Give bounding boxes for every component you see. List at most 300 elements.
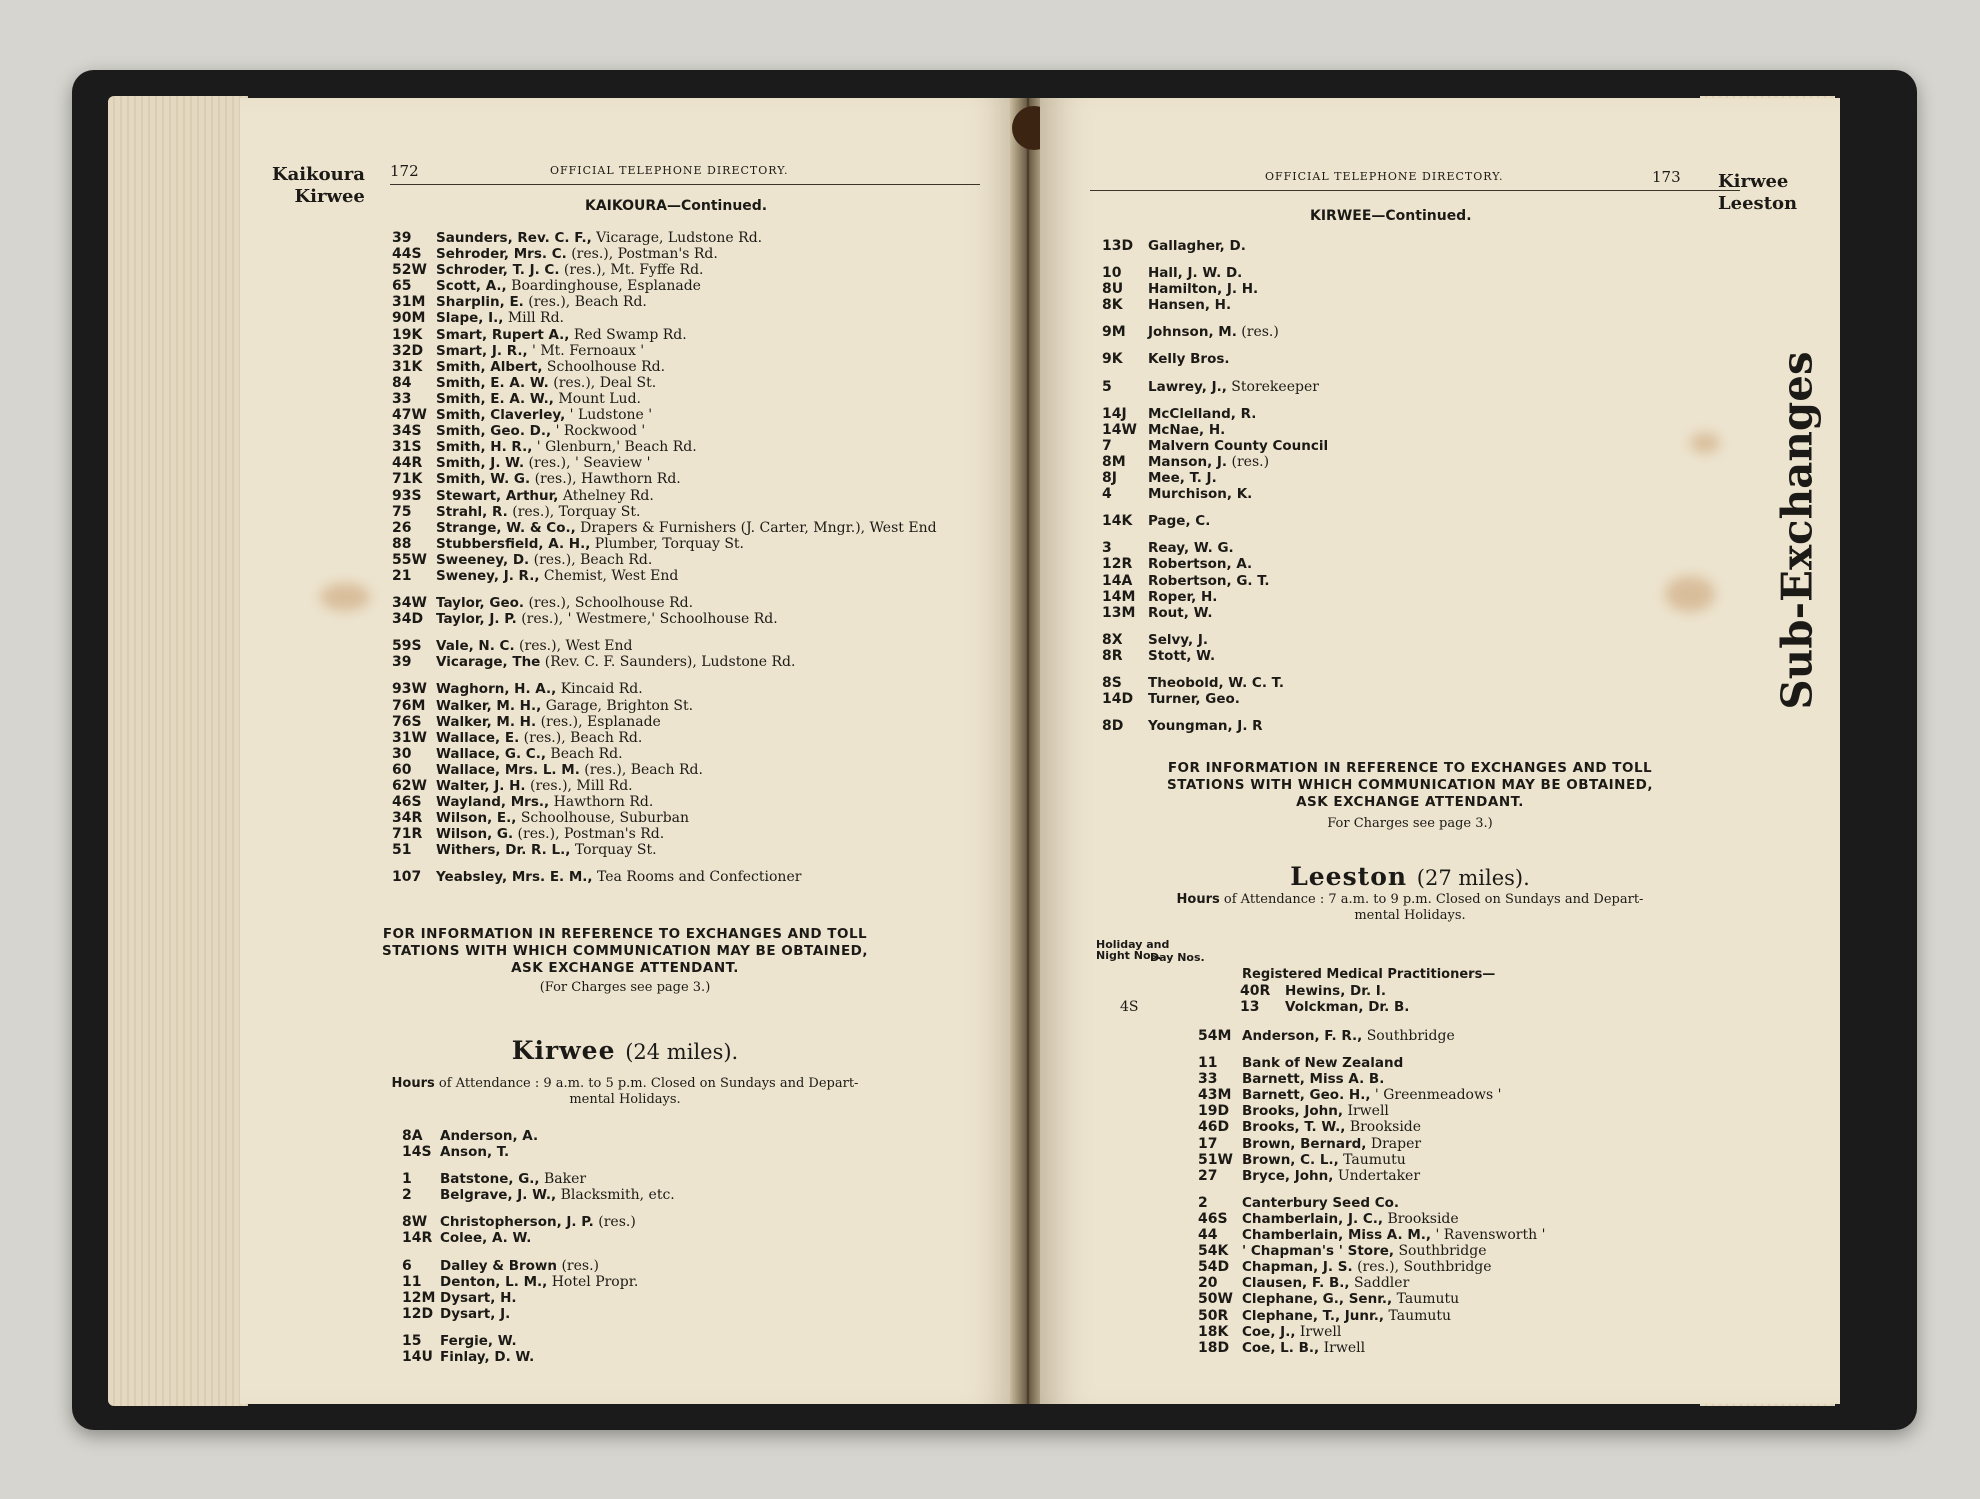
directory-entry xyxy=(392,746,992,762)
phone-number: 10 xyxy=(1102,265,1122,282)
subscriber-text xyxy=(1242,1071,1384,1087)
subscriber-name: Denton, L. M., xyxy=(440,1273,548,1290)
subscriber-text xyxy=(436,611,778,627)
entry-gap xyxy=(1102,502,1522,513)
directory-entry xyxy=(1102,422,1522,438)
subscriber-text xyxy=(440,1258,599,1274)
directory-entry xyxy=(392,681,992,697)
phone-number: 46S xyxy=(1198,1210,1228,1227)
directory-entry xyxy=(1102,648,1522,664)
directory-entry xyxy=(1102,438,1522,454)
page-number: 173 xyxy=(1652,168,1681,186)
subscriber-name: Fergie, W. xyxy=(440,1332,517,1349)
directory-entry xyxy=(392,423,992,439)
directory-entry xyxy=(1102,486,1522,502)
subscriber-text xyxy=(1148,573,1270,589)
phone-number: 8A xyxy=(402,1128,423,1144)
phone-number: 18K xyxy=(1198,1323,1229,1340)
subscriber-name: Manson, J. xyxy=(1148,453,1228,470)
subscriber-detail: (res.), Mill Rd. xyxy=(525,778,633,794)
subscriber-text xyxy=(1242,1087,1501,1103)
subscriber-text xyxy=(1148,422,1225,438)
subscriber-text xyxy=(1242,1055,1403,1071)
medical-heading: Registered Medical Practitioners— xyxy=(1242,967,1496,982)
subscriber-detail: (Rev. C. F. Saunders), Ludstone Rd. xyxy=(540,654,796,671)
directory-entry xyxy=(1102,470,1522,486)
entry-gap xyxy=(1198,1044,1698,1055)
subscriber-text xyxy=(1242,1243,1487,1259)
subscriber-name: Hamilton, J. H. xyxy=(1148,281,1259,298)
leeston-distance: (27 miles). xyxy=(1416,866,1530,890)
phone-number: 93S xyxy=(392,487,422,504)
subscriber-name: Wilson, G. xyxy=(436,826,514,843)
paper-stain xyxy=(1690,433,1720,453)
entry-gap xyxy=(1102,664,1522,675)
subscriber-text xyxy=(436,746,623,762)
directory-entry xyxy=(392,343,992,359)
subscriber-name: Hewins, Dr. I. xyxy=(1285,983,1386,999)
directory-entry xyxy=(392,520,992,536)
subscriber-text xyxy=(436,730,642,746)
subscriber-name: Batstone, G., xyxy=(440,1171,540,1188)
subscriber-detail: Southbridge xyxy=(1362,1028,1455,1044)
subscriber-text xyxy=(1148,438,1328,454)
subscriber-text xyxy=(1242,1195,1399,1211)
kirwee-distance: (24 miles). xyxy=(625,1040,739,1064)
directory-entry xyxy=(392,826,992,842)
subscriber-name: Smart, Rupert A., xyxy=(436,326,570,343)
phone-number: 27 xyxy=(1198,1167,1218,1184)
thumb-index-item: Kirwee xyxy=(1718,171,1789,192)
phone-number: 13M xyxy=(1102,604,1136,621)
phone-number: 8U xyxy=(1102,281,1124,298)
subscriber-name: Walter, J. H. xyxy=(436,778,526,794)
subscriber-detail: ' Glenburn,' Beach Rd. xyxy=(532,439,697,456)
subscriber-text xyxy=(1242,1291,1459,1307)
phone-number: 6 xyxy=(402,1257,412,1274)
phone-number: 34S xyxy=(392,423,422,440)
entry-gap xyxy=(402,1322,902,1333)
subscriber-name: Wallace, E. xyxy=(436,729,520,746)
subscriber-name: Dysart, J. xyxy=(440,1305,511,1322)
directory-entry xyxy=(392,654,992,670)
subscriber-name: Barnett, Miss A. B. xyxy=(1242,1071,1385,1088)
phone-number: 8R xyxy=(1102,647,1123,664)
subscriber-text xyxy=(1148,675,1284,691)
subscriber-detail: Blacksmith, etc. xyxy=(556,1187,675,1204)
phone-number: 71R xyxy=(392,826,423,843)
directory-entry xyxy=(1102,513,1522,529)
subscriber-name: Belgrave, J. W., xyxy=(440,1187,557,1204)
phone-number: 75 xyxy=(392,503,412,520)
subscriber-text xyxy=(440,1274,638,1290)
subscriber-text xyxy=(1285,983,1386,999)
subscriber-text xyxy=(1148,648,1215,664)
entry-gap xyxy=(392,670,992,681)
subscriber-detail: Baker xyxy=(539,1171,587,1188)
subscriber-text xyxy=(436,638,633,654)
subscriber-detail: (res.), Postman's Rd. xyxy=(566,246,718,263)
phone-number: 2 xyxy=(1198,1194,1208,1211)
phone-number: 30 xyxy=(392,745,412,762)
subscriber-text xyxy=(440,1144,509,1160)
subscriber-text xyxy=(1242,1152,1406,1168)
subscriber-text xyxy=(440,1230,531,1246)
leeston-section-title xyxy=(1090,862,1730,891)
sub-exchanges-side-label: Sub-Exchanges xyxy=(1772,351,1822,710)
entry-gap xyxy=(1102,254,1522,265)
subscriber-text xyxy=(436,520,937,536)
info-line: FOR INFORMATION IN REFERENCE TO EXCHANGES AND TOLL xyxy=(1167,760,1653,776)
paper-stain xyxy=(1665,576,1715,612)
directory-entry xyxy=(392,359,992,375)
subscriber-text xyxy=(1242,1259,1492,1275)
directory-entry xyxy=(392,488,992,504)
phone-number: 9K xyxy=(1102,351,1123,368)
entry-gap xyxy=(1102,529,1522,540)
directory-entry xyxy=(1102,379,1522,395)
subscriber-text xyxy=(1242,1211,1459,1227)
subscriber-name: Gallagher, D. xyxy=(1148,238,1246,254)
subscriber-name: Dysart, H. xyxy=(440,1289,517,1306)
subscriber-name: Anderson, F. R., xyxy=(1242,1028,1363,1044)
phone-number: 12R xyxy=(1102,556,1133,573)
phone-number: 71K xyxy=(392,471,423,488)
directory-entry xyxy=(1102,573,1522,589)
subscriber-text xyxy=(440,1349,534,1365)
subscriber-text xyxy=(440,1128,538,1144)
charges-note: (For Charges see page 3.) xyxy=(539,980,711,995)
subscriber-detail: Hotel Propr. xyxy=(547,1273,639,1290)
subscriber-name: Murchison, K. xyxy=(1148,486,1253,503)
subscriber-detail: (res.) xyxy=(557,1257,600,1274)
subscriber-text xyxy=(1242,1136,1421,1152)
subscriber-text xyxy=(1148,351,1230,367)
subscriber-text xyxy=(436,595,693,611)
subscriber-text xyxy=(1148,632,1208,648)
directory-entry xyxy=(402,1171,902,1187)
subscriber-name: Sharplin, E. xyxy=(436,294,524,311)
directory-entry xyxy=(1102,324,1522,340)
directory-entry xyxy=(1102,556,1522,572)
directory-entry xyxy=(1102,406,1522,422)
subscriber-text xyxy=(1242,1324,1341,1340)
phone-number: 46D xyxy=(1198,1119,1230,1136)
info-line: FOR INFORMATION IN REFERENCE TO EXCHANGES AND TOLL xyxy=(382,926,868,942)
directory-entry xyxy=(1102,589,1522,605)
night-number: 4S xyxy=(1120,999,1139,1016)
kirwee-section-title xyxy=(320,1036,930,1065)
subscriber-name: Bank of New Zealand xyxy=(1242,1055,1404,1072)
subscriber-text xyxy=(1148,589,1217,605)
subscriber-name: Volckman, Dr. B. xyxy=(1285,999,1410,1016)
directory-entry xyxy=(1198,1308,1698,1324)
subscriber-name: Withers, Dr. R. L., xyxy=(436,842,571,859)
phone-number: 8S xyxy=(1102,674,1122,691)
phone-number: 14K xyxy=(1102,513,1133,530)
subscriber-text xyxy=(436,423,645,439)
subscriber-name: Chamberlain, J. C., xyxy=(1242,1210,1383,1227)
subscriber-detail: Plumber, Torquay St. xyxy=(590,535,744,552)
subscriber-detail: Tea Rooms and Confectioner xyxy=(592,869,802,886)
phone-number: 8J xyxy=(1102,470,1117,487)
subscriber-text xyxy=(436,810,689,826)
charges-note: For Charges see page 3.) xyxy=(1327,816,1493,831)
phone-number: 31W xyxy=(392,729,427,746)
directory-entry xyxy=(1198,1340,1698,1356)
subscriber-text xyxy=(1148,406,1256,422)
entry-gap xyxy=(402,1203,902,1214)
entry-gap xyxy=(402,1247,902,1258)
subscriber-text xyxy=(440,1187,675,1203)
subscriber-text xyxy=(1148,238,1246,254)
subscriber-text xyxy=(436,407,652,423)
directory-entry xyxy=(402,1187,902,1203)
subscriber-name: Brown, Bernard, xyxy=(1242,1135,1367,1152)
phone-number: 14S xyxy=(402,1144,432,1161)
subscriber-detail: (res.), ' Seaview ' xyxy=(524,455,651,472)
subscriber-text xyxy=(436,778,633,794)
subscriber-text xyxy=(436,471,681,487)
directory-entry xyxy=(392,439,992,455)
directory-entry xyxy=(392,327,992,343)
subscriber-name: Robertson, A. xyxy=(1148,556,1253,573)
subscriber-name: Lawrey, J., xyxy=(1148,378,1227,395)
directory-entry xyxy=(392,810,992,826)
subscriber-name: Brooks, T. W., xyxy=(1242,1119,1346,1136)
subscriber-text xyxy=(436,488,654,504)
info-notice xyxy=(320,926,930,977)
subscriber-detail: ' Ludstone ' xyxy=(565,407,653,424)
phone-number: 8K xyxy=(1102,297,1123,314)
directory-entry xyxy=(402,1274,902,1290)
entry-gap xyxy=(392,584,992,595)
phone-number: 65 xyxy=(392,278,412,295)
phone-number: 62W xyxy=(392,778,427,794)
phone-number: 8X xyxy=(1102,631,1123,648)
phone-number: 15 xyxy=(402,1332,422,1349)
subscriber-detail: (res.), Beach Rd. xyxy=(529,551,653,568)
subscriber-text xyxy=(1148,470,1217,486)
subscriber-detail: Irwell xyxy=(1319,1339,1366,1356)
subscriber-detail: Schoolhouse, Suburban xyxy=(516,810,690,827)
subscriber-detail: ' Greenmeadows ' xyxy=(1370,1087,1502,1104)
subscriber-name: Hansen, H. xyxy=(1148,297,1232,314)
page-number: 172 xyxy=(390,162,419,180)
directory-entry xyxy=(392,869,992,885)
phone-number: 33 xyxy=(392,390,412,407)
subscriber-detail: Red Swamp Rd. xyxy=(569,326,687,343)
kaikoura-entries xyxy=(392,230,992,886)
subscriber-name: Brown, C. L., xyxy=(1242,1151,1339,1168)
directory-entry xyxy=(392,278,992,294)
phone-number: 26 xyxy=(392,519,412,536)
directory-entry xyxy=(1120,983,1560,999)
phone-number: 55W xyxy=(392,551,427,568)
subscriber-name: Stott, W. xyxy=(1148,647,1216,664)
subscriber-text xyxy=(1148,454,1269,470)
subscriber-name: Sweeney, D. xyxy=(436,551,530,568)
subscriber-text xyxy=(436,439,697,455)
phone-number: 54K xyxy=(1198,1243,1229,1260)
subscriber-text xyxy=(1242,1168,1420,1184)
directory-entry xyxy=(402,1144,902,1160)
phone-number: 13D xyxy=(1102,238,1134,254)
directory-entry xyxy=(402,1290,902,1306)
subscriber-detail: (res.), Beach Rd. xyxy=(579,761,703,778)
info-line: STATIONS WITH WHICH COMMUNICATION MAY BE OBTAINED, xyxy=(381,943,869,959)
subscriber-detail: (res.), Mt. Fyffe Rd. xyxy=(559,262,704,279)
subscriber-detail: (res.), Beach Rd. xyxy=(519,729,643,746)
directory-entry xyxy=(392,842,992,858)
subscriber-detail: Taumutu xyxy=(1392,1291,1460,1308)
subscriber-name: Reay, W. G. xyxy=(1148,540,1234,557)
directory-entry xyxy=(392,471,992,487)
subscriber-name: Selvy, J. xyxy=(1148,631,1209,648)
entry-gap xyxy=(1198,1184,1698,1195)
subscriber-text xyxy=(1148,605,1212,621)
directory-entry xyxy=(1198,1168,1698,1184)
directory-entry xyxy=(392,262,992,278)
subscriber-text xyxy=(436,762,703,778)
directory-entry xyxy=(1198,1071,1698,1087)
phone-number: 39 xyxy=(392,654,412,671)
subscriber-name: Vicarage, The xyxy=(436,654,541,671)
header-rule xyxy=(1090,190,1740,191)
subscriber-name: Turner, Geo. xyxy=(1148,691,1240,708)
directory-entry xyxy=(1198,1028,1698,1044)
directory-entry xyxy=(402,1128,902,1144)
phone-number: 31S xyxy=(392,439,422,456)
subscriber-name: Colee, A. W. xyxy=(440,1230,532,1247)
subscriber-name: Walker, M. H. xyxy=(436,713,537,730)
subscriber-text xyxy=(1148,513,1210,529)
info-line: ASK EXCHANGE ATTENDANT. xyxy=(1296,794,1524,810)
directory-entry xyxy=(1198,1275,1698,1291)
subscriber-name: Theobold, W. C. T. xyxy=(1148,674,1284,691)
info-notice xyxy=(1090,760,1730,811)
subscriber-detail: Chemist, West End xyxy=(539,567,679,584)
directory-entry xyxy=(1102,265,1522,281)
phone-number: 39 xyxy=(392,230,412,246)
subscriber-name: Strange, W. & Co., xyxy=(436,519,576,536)
subscriber-text xyxy=(440,1214,636,1230)
phone-number: 14R xyxy=(402,1230,433,1247)
subscriber-text xyxy=(436,794,653,810)
subscriber-name: Smart, J. R., xyxy=(436,342,528,359)
subscriber-detail: (res.), West End xyxy=(514,638,633,655)
header-rule xyxy=(390,184,980,185)
subscriber-detail: Undertaker xyxy=(1333,1167,1421,1184)
subscriber-detail: Mount Lud. xyxy=(553,390,641,407)
subscriber-text xyxy=(436,230,762,246)
directory-entry xyxy=(1102,605,1522,621)
subscriber-name: Waghorn, H. A., xyxy=(436,681,557,698)
phone-number: 44S xyxy=(392,246,422,263)
phone-number: 12M xyxy=(402,1289,436,1306)
subscriber-name: Rout, W. xyxy=(1148,604,1213,621)
phone-number: 51 xyxy=(392,842,412,859)
directory-entry xyxy=(1102,691,1522,707)
phone-number: 12D xyxy=(402,1305,434,1322)
subscriber-name: Page, C. xyxy=(1148,513,1211,530)
directory-entry xyxy=(1198,1152,1698,1168)
directory-entry xyxy=(392,611,992,627)
directory-entry xyxy=(392,536,992,552)
subscriber-detail: Brookside xyxy=(1383,1210,1459,1227)
subscriber-name: Clausen, F. B., xyxy=(1242,1275,1350,1292)
phone-number: 76S xyxy=(392,713,422,730)
phone-number: 14W xyxy=(1102,421,1137,438)
directory-entry xyxy=(1120,999,1560,1015)
subscriber-name: Dalley & Brown xyxy=(440,1257,558,1274)
phone-number: 14J xyxy=(1102,405,1127,422)
subscriber-name: McClelland, R. xyxy=(1148,405,1257,422)
phone-number: 14M xyxy=(1102,588,1136,605)
subscriber-name: Smith, W. G. xyxy=(436,471,531,488)
directory-entry xyxy=(392,698,992,714)
subscriber-text xyxy=(1148,486,1252,502)
phone-number: 2 xyxy=(402,1187,412,1204)
leeston-title: Leeston xyxy=(1290,862,1408,891)
paper-stain xyxy=(320,583,370,611)
subscriber-name: Roper, H. xyxy=(1148,588,1218,605)
phone-number: 13 xyxy=(1240,999,1260,1016)
directory-entry xyxy=(392,762,992,778)
phone-number: 90M xyxy=(392,310,426,327)
subscriber-text xyxy=(436,278,701,294)
phone-number: 44R xyxy=(392,455,423,472)
subscriber-text xyxy=(440,1290,517,1306)
holiday-header-line: Night Nos. xyxy=(1096,949,1162,962)
directory-entry xyxy=(1198,1243,1698,1259)
subscriber-detail: (res.), Deal St. xyxy=(548,374,657,391)
entry-gap xyxy=(402,1160,902,1171)
directory-entry xyxy=(402,1306,902,1322)
phone-number: 14A xyxy=(1102,572,1133,589)
subscriber-detail: Garage, Brighton St. xyxy=(541,697,694,714)
holiday-header-line: Holiday and xyxy=(1096,938,1170,951)
directory-entry xyxy=(402,1333,902,1349)
directory-entry xyxy=(1102,675,1522,691)
phone-number: 1 xyxy=(402,1171,412,1188)
subscriber-text xyxy=(436,262,703,278)
directory-entry xyxy=(392,568,992,584)
subscriber-text xyxy=(436,826,664,842)
subscriber-text xyxy=(1148,324,1279,340)
subscriber-detail: (res.), Postman's Rd. xyxy=(513,826,665,843)
subscriber-text xyxy=(1148,297,1231,313)
subscriber-text xyxy=(1242,1028,1455,1044)
directory-entry xyxy=(1198,1055,1698,1071)
subscriber-detail: Irwell xyxy=(1343,1103,1389,1120)
phone-number: 14U xyxy=(402,1349,433,1366)
right-page xyxy=(1040,98,1840,1404)
subscriber-name: Sweney, J. R., xyxy=(436,567,540,584)
directory-entry xyxy=(392,730,992,746)
subscriber-text xyxy=(1285,999,1409,1015)
subscriber-text xyxy=(436,536,744,552)
leeston-entries xyxy=(1198,1028,1698,1356)
subscriber-detail: (res.), Schoolhouse Rd. xyxy=(524,595,694,612)
subscriber-name: Wallace, G. C., xyxy=(436,745,546,762)
directory-entry xyxy=(1102,540,1522,556)
directory-entry xyxy=(392,794,992,810)
directory-entry xyxy=(392,246,992,262)
subscriber-name: Smith, Albert, xyxy=(436,358,543,375)
entry-gap xyxy=(1102,707,1522,718)
phone-number: 76M xyxy=(392,697,426,714)
